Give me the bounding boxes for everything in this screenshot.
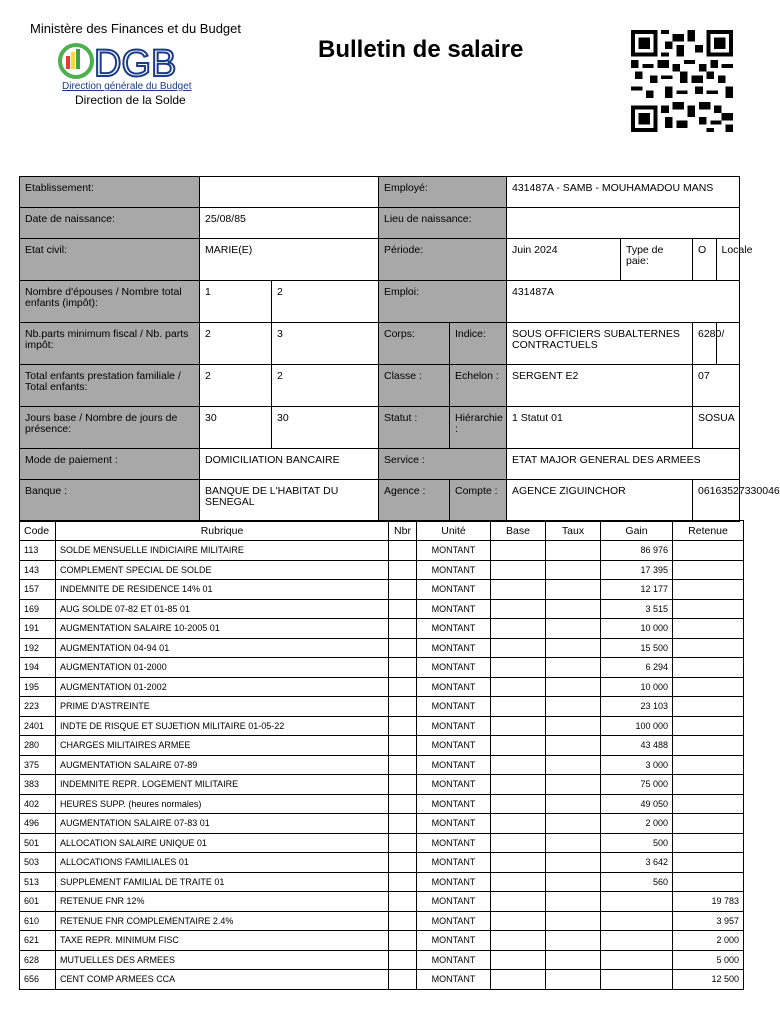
cell-code: 375	[20, 755, 56, 775]
cell-gain: 43 488	[601, 736, 673, 756]
cell-gain: 500	[601, 833, 673, 853]
cell-base	[491, 560, 546, 580]
cell-rubrique: SUPPLEMENT FAMILIAL DE TRAITE 01	[56, 872, 389, 892]
naissance-label: Date de naissance:	[20, 208, 200, 239]
table-row	[20, 775, 744, 795]
logo-subtitle: Direction générale du Budget	[62, 81, 192, 92]
cell-rubrique: AUGMENTATION SALAIRE 10-2005 01	[56, 619, 389, 639]
cell-nbr	[389, 580, 417, 600]
epouses-value-2: 2	[272, 281, 379, 323]
cell-rubrique: ALLOCATIONS FAMILIALES 01	[56, 853, 389, 873]
compte-value: 06163527330046	[693, 480, 740, 522]
cell-unite: MONTANT	[417, 872, 491, 892]
cell-retenue	[673, 853, 744, 873]
table-row	[20, 970, 744, 990]
cell-rubrique: AUGMENTATION SALAIRE 07-89	[56, 755, 389, 775]
cell-retenue	[673, 580, 744, 600]
type-paie-label: Type de paie:	[621, 239, 693, 281]
table-row	[20, 638, 744, 658]
cell-retenue	[673, 736, 744, 756]
parts-value-1: 2	[200, 323, 272, 365]
cell-taux	[546, 931, 601, 951]
cell-nbr	[389, 931, 417, 951]
pay-lines-table	[19, 520, 744, 990]
cell-taux	[546, 775, 601, 795]
cell-gain	[601, 970, 673, 990]
cell-unite: MONTANT	[417, 970, 491, 990]
cell-gain: 86 976	[601, 541, 673, 561]
cell-code: 656	[20, 970, 56, 990]
cell-nbr	[389, 970, 417, 990]
cell-retenue	[673, 775, 744, 795]
cell-gain: 75 000	[601, 775, 673, 795]
cell-rubrique: RETENUE FNR 12%	[56, 892, 389, 912]
cell-retenue: 19 783	[673, 892, 744, 912]
table-row	[20, 716, 744, 736]
cell-retenue	[673, 560, 744, 580]
cell-retenue: 2 000	[673, 931, 744, 951]
cell-base	[491, 619, 546, 639]
col-header-base: Base	[491, 521, 546, 541]
parts-label: Nb.parts minimum fiscal / Nb. parts impôt:	[20, 323, 200, 365]
cell-base	[491, 658, 546, 678]
cell-unite: MONTANT	[417, 931, 491, 951]
cell-nbr	[389, 853, 417, 873]
indice-label: Indice:	[450, 323, 507, 365]
cell-taux	[546, 950, 601, 970]
col-header-unite: Unité	[417, 521, 491, 541]
cell-unite: MONTANT	[417, 755, 491, 775]
cell-nbr	[389, 814, 417, 834]
cell-nbr	[389, 755, 417, 775]
cell-code: 169	[20, 599, 56, 619]
cell-rubrique: HEURES SUPP. (heures normales)	[56, 794, 389, 814]
classe-value: SERGENT E2	[507, 365, 693, 407]
cell-retenue	[673, 638, 744, 658]
cell-taux	[546, 814, 601, 834]
cell-gain: 100 000	[601, 716, 673, 736]
cell-nbr	[389, 775, 417, 795]
col-header-taux: Taux	[546, 521, 601, 541]
cell-code: 501	[20, 833, 56, 853]
cell-code: 503	[20, 853, 56, 873]
cell-nbr	[389, 619, 417, 639]
cell-base	[491, 911, 546, 931]
cell-base	[491, 814, 546, 834]
cell-rubrique: AUGMENTATION 01-2000	[56, 658, 389, 678]
cell-unite: MONTANT	[417, 794, 491, 814]
cell-unite: MONTANT	[417, 599, 491, 619]
col-header-retenue: Retenue	[673, 521, 744, 541]
cell-rubrique: AUGMENTATION SALAIRE 07-83 01	[56, 814, 389, 834]
agence-label: Agence :	[379, 480, 450, 522]
qr-code-icon	[628, 30, 736, 132]
service-label: Service :	[379, 449, 507, 480]
cell-rubrique: AUG SOLDE 07-82 ET 01-85 01	[56, 599, 389, 619]
cell-nbr	[389, 892, 417, 912]
lieu-value	[507, 208, 740, 239]
cell-retenue	[673, 794, 744, 814]
cell-gain	[601, 931, 673, 951]
cell-gain	[601, 892, 673, 912]
parts-value-2: 3	[272, 323, 379, 365]
table-row	[20, 580, 744, 600]
cell-taux	[546, 541, 601, 561]
cell-taux	[546, 697, 601, 717]
indice-extra: /	[716, 323, 740, 365]
table-row	[20, 658, 744, 678]
banque-value: BANQUE DE L'HABITAT DU SENEGAL	[200, 480, 379, 522]
cell-gain	[601, 911, 673, 931]
cell-retenue	[673, 833, 744, 853]
table-row	[20, 911, 744, 931]
echelon-label: Echelon :	[450, 365, 507, 407]
col-header-nbr: Nbr	[389, 521, 417, 541]
cell-rubrique: CENT COMP ARMEES CCA	[56, 970, 389, 990]
cell-code: 402	[20, 794, 56, 814]
epouses-value-1: 1	[200, 281, 272, 323]
cell-code: 191	[20, 619, 56, 639]
cell-taux	[546, 872, 601, 892]
cell-unite: MONTANT	[417, 658, 491, 678]
cell-taux	[546, 833, 601, 853]
cell-rubrique: ALLOCATION SALAIRE UNIQUE 01	[56, 833, 389, 853]
cell-code: 601	[20, 892, 56, 912]
cell-taux	[546, 599, 601, 619]
cell-taux	[546, 892, 601, 912]
cell-taux	[546, 794, 601, 814]
cell-code: 223	[20, 697, 56, 717]
cell-gain: 2 000	[601, 814, 673, 834]
cell-code: 157	[20, 580, 56, 600]
cell-unite: MONTANT	[417, 619, 491, 639]
col-header-code: Code	[20, 521, 56, 541]
cell-retenue	[673, 658, 744, 678]
cell-taux	[546, 911, 601, 931]
cell-taux	[546, 619, 601, 639]
cell-gain: 560	[601, 872, 673, 892]
cell-retenue	[673, 619, 744, 639]
cell-retenue: 5 000	[673, 950, 744, 970]
cell-code: 2401	[20, 716, 56, 736]
cell-taux	[546, 970, 601, 990]
cell-retenue	[673, 599, 744, 619]
cell-base	[491, 599, 546, 619]
cell-taux	[546, 677, 601, 697]
cell-base	[491, 736, 546, 756]
cell-nbr	[389, 541, 417, 561]
service-value: ETAT MAJOR GENERAL DES ARMEES	[507, 449, 740, 480]
paiement-value: DOMICILIATION BANCAIRE	[200, 449, 379, 480]
cell-retenue: 12 500	[673, 970, 744, 990]
employee-info-table	[19, 176, 780, 522]
cell-gain: 17 395	[601, 560, 673, 580]
cell-taux	[546, 853, 601, 873]
cell-unite: MONTANT	[417, 677, 491, 697]
statut-value: 1 Statut 01	[507, 407, 693, 449]
table-row	[20, 853, 744, 873]
cell-base	[491, 872, 546, 892]
cell-gain: 10 000	[601, 619, 673, 639]
etat-civil-label: Etat civil:	[20, 239, 200, 281]
cell-unite: MONTANT	[417, 541, 491, 561]
cell-nbr	[389, 658, 417, 678]
cell-code: 194	[20, 658, 56, 678]
cell-gain: 3 515	[601, 599, 673, 619]
cell-taux	[546, 638, 601, 658]
emploi-label: Emploi:	[379, 281, 507, 323]
cell-rubrique: COMPLEMENT SPECIAL DE SOLDE	[56, 560, 389, 580]
direction-name: Direction de la Solde	[75, 93, 186, 107]
cell-nbr	[389, 716, 417, 736]
cell-taux	[546, 580, 601, 600]
cell-base	[491, 638, 546, 658]
prestation-value-2: 2	[272, 365, 379, 407]
cell-code: 143	[20, 560, 56, 580]
cell-nbr	[389, 697, 417, 717]
cell-retenue	[673, 677, 744, 697]
agence-value: AGENCE ZIGUINCHOR	[507, 480, 693, 522]
type-paie-value: O	[693, 239, 717, 281]
table-row	[20, 872, 744, 892]
cell-base	[491, 755, 546, 775]
cell-code: 280	[20, 736, 56, 756]
cell-unite: MONTANT	[417, 697, 491, 717]
jours-value-1: 30	[200, 407, 272, 449]
employe-value: 431487A - SAMB - MOUHAMADOU MANS	[507, 177, 740, 208]
corps-value: SOUS OFFICIERS SUBALTERNES CONTRACTUELS	[507, 323, 693, 365]
cell-code: 496	[20, 814, 56, 834]
cell-taux	[546, 658, 601, 678]
etablissement-value	[200, 177, 379, 208]
cell-rubrique: INDEMNITE REPR. LOGEMENT MILITAIRE	[56, 775, 389, 795]
cell-taux	[546, 716, 601, 736]
cell-base	[491, 775, 546, 795]
table-row	[20, 892, 744, 912]
cell-code: 610	[20, 911, 56, 931]
emploi-value: 431487A	[507, 281, 740, 323]
table-row	[20, 814, 744, 834]
table-row	[20, 599, 744, 619]
cell-unite: MONTANT	[417, 853, 491, 873]
cell-unite: MONTANT	[417, 638, 491, 658]
cell-gain: 23 103	[601, 697, 673, 717]
cell-nbr	[389, 911, 417, 931]
cell-nbr	[389, 560, 417, 580]
cell-rubrique: SOLDE MENSUELLE INDICIAIRE MILITAIRE	[56, 541, 389, 561]
cell-base	[491, 892, 546, 912]
cell-base	[491, 580, 546, 600]
cell-base	[491, 931, 546, 951]
cell-code: 621	[20, 931, 56, 951]
cell-gain	[601, 950, 673, 970]
cell-rubrique: MUTUELLES DES ARMEES	[56, 950, 389, 970]
table-row	[20, 697, 744, 717]
cell-retenue: 3 957	[673, 911, 744, 931]
periode-label: Période:	[379, 239, 507, 281]
cell-retenue	[673, 872, 744, 892]
col-header-rubrique: Rubrique	[56, 521, 389, 541]
cell-base	[491, 794, 546, 814]
table-row	[20, 833, 744, 853]
echelon-value: 07	[693, 365, 740, 407]
cell-unite: MONTANT	[417, 892, 491, 912]
table-row	[20, 950, 744, 970]
cell-gain: 6 294	[601, 658, 673, 678]
cell-taux	[546, 560, 601, 580]
cell-unite: MONTANT	[417, 560, 491, 580]
paiement-label: Mode de paiement :	[20, 449, 200, 480]
table-row	[20, 619, 744, 639]
lieu-label: Lieu de naissance:	[379, 208, 507, 239]
cell-unite: MONTANT	[417, 950, 491, 970]
cell-rubrique: AUGMENTATION 04-94 01	[56, 638, 389, 658]
cell-base	[491, 970, 546, 990]
cell-rubrique: PRIME D'ASTREINTE	[56, 697, 389, 717]
cell-base	[491, 853, 546, 873]
cell-nbr	[389, 599, 417, 619]
cell-code: 628	[20, 950, 56, 970]
page-title: Bulletin de salaire	[318, 36, 524, 63]
jours-value-2: 30	[272, 407, 379, 449]
cell-retenue	[673, 541, 744, 561]
cell-unite: MONTANT	[417, 775, 491, 795]
etat-civil-value: MARIE(E)	[200, 239, 379, 281]
hierarchie-label: Hiérarchie :	[450, 407, 507, 449]
cell-taux	[546, 736, 601, 756]
etablissement-label: Etablissement:	[20, 177, 200, 208]
hierarchie-value: SOSUA	[693, 407, 740, 449]
table-row	[20, 931, 744, 951]
prestation-label: Total enfants prestation familiale / Total enfants:	[20, 365, 200, 407]
cell-base	[491, 950, 546, 970]
cell-rubrique: CHARGES MILITAIRES ARMEE	[56, 736, 389, 756]
cell-nbr	[389, 833, 417, 853]
cell-base	[491, 541, 546, 561]
cell-nbr	[389, 736, 417, 756]
cell-rubrique: INDEMNITE DE RESIDENCE 14% 01	[56, 580, 389, 600]
cell-base	[491, 833, 546, 853]
jours-label: Jours base / Nombre de jours de présence:	[20, 407, 200, 449]
classe-label: Classe :	[379, 365, 450, 407]
cell-unite: MONTANT	[417, 814, 491, 834]
cell-retenue	[673, 755, 744, 775]
cell-taux	[546, 755, 601, 775]
cell-retenue	[673, 814, 744, 834]
table-row	[20, 560, 744, 580]
cell-code: 513	[20, 872, 56, 892]
cell-gain: 15 500	[601, 638, 673, 658]
cell-retenue	[673, 697, 744, 717]
cell-nbr	[389, 872, 417, 892]
corps-label: Corps:	[379, 323, 450, 365]
cell-retenue	[673, 716, 744, 736]
cell-rubrique: AUGMENTATION 01-2002	[56, 677, 389, 697]
cell-gain: 12 177	[601, 580, 673, 600]
periode-value: Juin 2024	[507, 239, 621, 281]
cell-code: 195	[20, 677, 56, 697]
statut-label: Statut :	[379, 407, 450, 449]
cell-code: 113	[20, 541, 56, 561]
naissance-value: 25/08/85	[200, 208, 379, 239]
table-row	[20, 755, 744, 775]
cell-nbr	[389, 950, 417, 970]
epouses-label: Nombre d'épouses / Nombre total enfants (impôt):	[20, 281, 200, 323]
cell-unite: MONTANT	[417, 911, 491, 931]
cell-rubrique: INDTE DE RISQUE ET SUJETION MILITAIRE 01-05-22	[56, 716, 389, 736]
logo-text: DGB	[94, 43, 177, 85]
cell-gain: 3 000	[601, 755, 673, 775]
table-row	[20, 677, 744, 697]
cell-rubrique: TAXE REPR. MINIMUM FISC	[56, 931, 389, 951]
cell-code: 192	[20, 638, 56, 658]
table-row	[20, 736, 744, 756]
cell-unite: MONTANT	[417, 716, 491, 736]
banque-label: Banque :	[20, 480, 200, 522]
cell-nbr	[389, 638, 417, 658]
cell-gain: 3 642	[601, 853, 673, 873]
cell-gain: 10 000	[601, 677, 673, 697]
table-row	[20, 794, 744, 814]
employe-label: Employé:	[379, 177, 507, 208]
locale-value: Locale	[716, 239, 740, 281]
cell-unite: MONTANT	[417, 833, 491, 853]
cell-code: 383	[20, 775, 56, 795]
cell-rubrique: RETENUE FNR COMPLEMENTAIRE 2.4%	[56, 911, 389, 931]
cell-nbr	[389, 794, 417, 814]
cell-unite: MONTANT	[417, 580, 491, 600]
cell-nbr	[389, 677, 417, 697]
prestation-value-1: 2	[200, 365, 272, 407]
indice-value: 6280	[693, 323, 717, 365]
cell-base	[491, 716, 546, 736]
col-header-gain: Gain	[601, 521, 673, 541]
cell-base	[491, 677, 546, 697]
table-row	[20, 541, 744, 561]
compte-label: Compte :	[450, 480, 507, 522]
ministry-name: Ministère des Finances et du Budget	[30, 21, 242, 36]
cell-unite: MONTANT	[417, 736, 491, 756]
cell-gain: 49 050	[601, 794, 673, 814]
cell-base	[491, 697, 546, 717]
